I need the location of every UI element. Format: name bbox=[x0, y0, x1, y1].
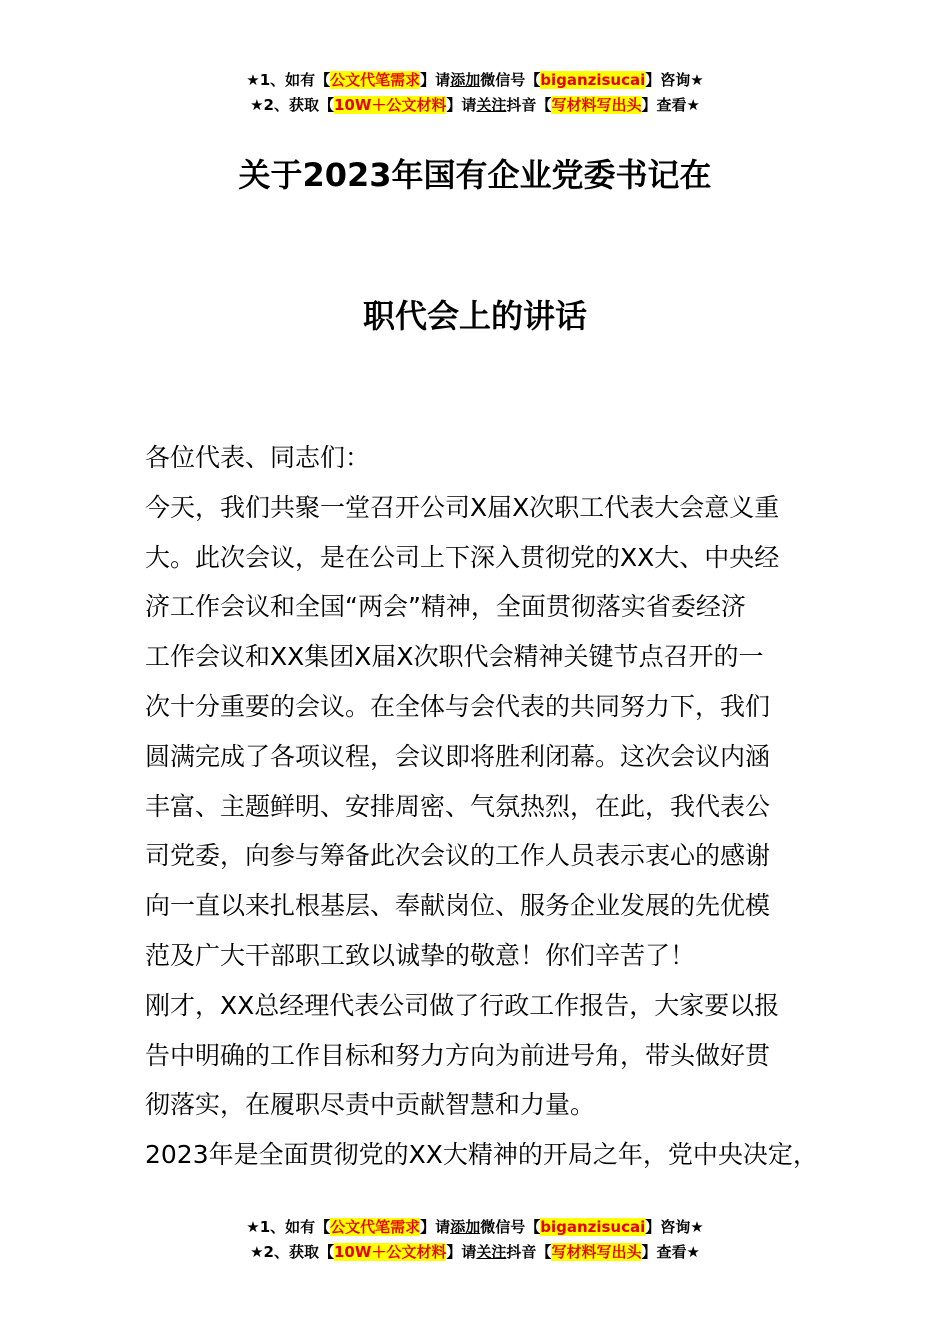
highlight-service: 公文代笔需求 bbox=[330, 71, 421, 89]
highlight-douyin: 写材料写出头 bbox=[551, 1243, 642, 1261]
body-line: 告中明确的工作目标和努力方向为前进号角，带头做好贯 bbox=[145, 1040, 771, 1070]
body-line: 济工作会议和全国“两会”精神，全面贯彻落实省委经济 bbox=[145, 592, 746, 622]
header-banner bbox=[0, 68, 950, 118]
body-line: 丰富、主题鲜明、安排周密、气氛热烈，在此，我代表公 bbox=[145, 791, 771, 821]
banner-line-2: ★2、获取【10W＋公文材料】请关注抖音【写材料写出头】查看★ bbox=[250, 96, 700, 114]
body-line: 向一直以来扎根基层、奉献岗位、服务企业发展的先优模 bbox=[145, 891, 771, 921]
document-title-line-2: 职代会上的讲话 bbox=[362, 297, 587, 335]
body-line: 圆满完成了各项议程，会议即将胜利闭幕。这次会议内涵 bbox=[145, 741, 771, 771]
body-line: 司党委，向参与筹备此次会议的工作人员表示衷心的感谢 bbox=[145, 841, 771, 871]
body-line: 大。此次会议，是在公司上下深入贯彻党的XX大、中央经 bbox=[145, 542, 780, 572]
highlight-materials: 10W＋公文材料 bbox=[333, 96, 447, 114]
footer-banner bbox=[0, 1215, 950, 1265]
body-line: 各位代表、同志们： bbox=[145, 443, 371, 472]
banner-line-1: ★1、如有【公文代笔需求】请添加微信号【biganzisucai】咨询★ bbox=[246, 1218, 704, 1236]
highlight-douyin: 写材料写出头 bbox=[551, 96, 642, 114]
banner-line-1: ★1、如有【公文代笔需求】请添加微信号【biganzisucai】咨询★ bbox=[246, 71, 704, 89]
highlight-wechat-id: biganzisucai bbox=[540, 1218, 646, 1236]
highlight-service: 公文代笔需求 bbox=[330, 1218, 421, 1236]
body-line: 工作会议和XX集团X届X次职代会精神关键节点召开的一 bbox=[145, 642, 764, 672]
document-body bbox=[145, 433, 818, 1180]
highlight-materials: 10W＋公文材料 bbox=[333, 1243, 447, 1261]
body-line: 范及广大干部职工致以诚挚的敬意！你们辛苦了！ bbox=[145, 940, 696, 970]
body-line: 刚才，XX总经理代表公司做了行政工作报告，大家要以报 bbox=[145, 990, 780, 1020]
document-title-line-1: 关于2023年国有企业党委书记在 bbox=[238, 156, 712, 194]
banner-line-2: ★2、获取【10W＋公文材料】请关注抖音【写材料写出头】查看★ bbox=[250, 1243, 700, 1261]
body-line: 彻落实，在履职尽责中贡献智慧和力量。 bbox=[145, 1090, 596, 1120]
body-line: 次十分重要的会议。在全体与会代表的共同努力下，我们 bbox=[145, 691, 771, 721]
highlight-wechat-id: biganzisucai bbox=[540, 71, 646, 89]
body-line: 2023年是全面贯彻党的XX大精神的开局之年，党中央决定， bbox=[145, 1140, 818, 1170]
body-line: 今天，我们共聚一堂召开公司X届X次职工代表大会意义重 bbox=[145, 492, 780, 522]
